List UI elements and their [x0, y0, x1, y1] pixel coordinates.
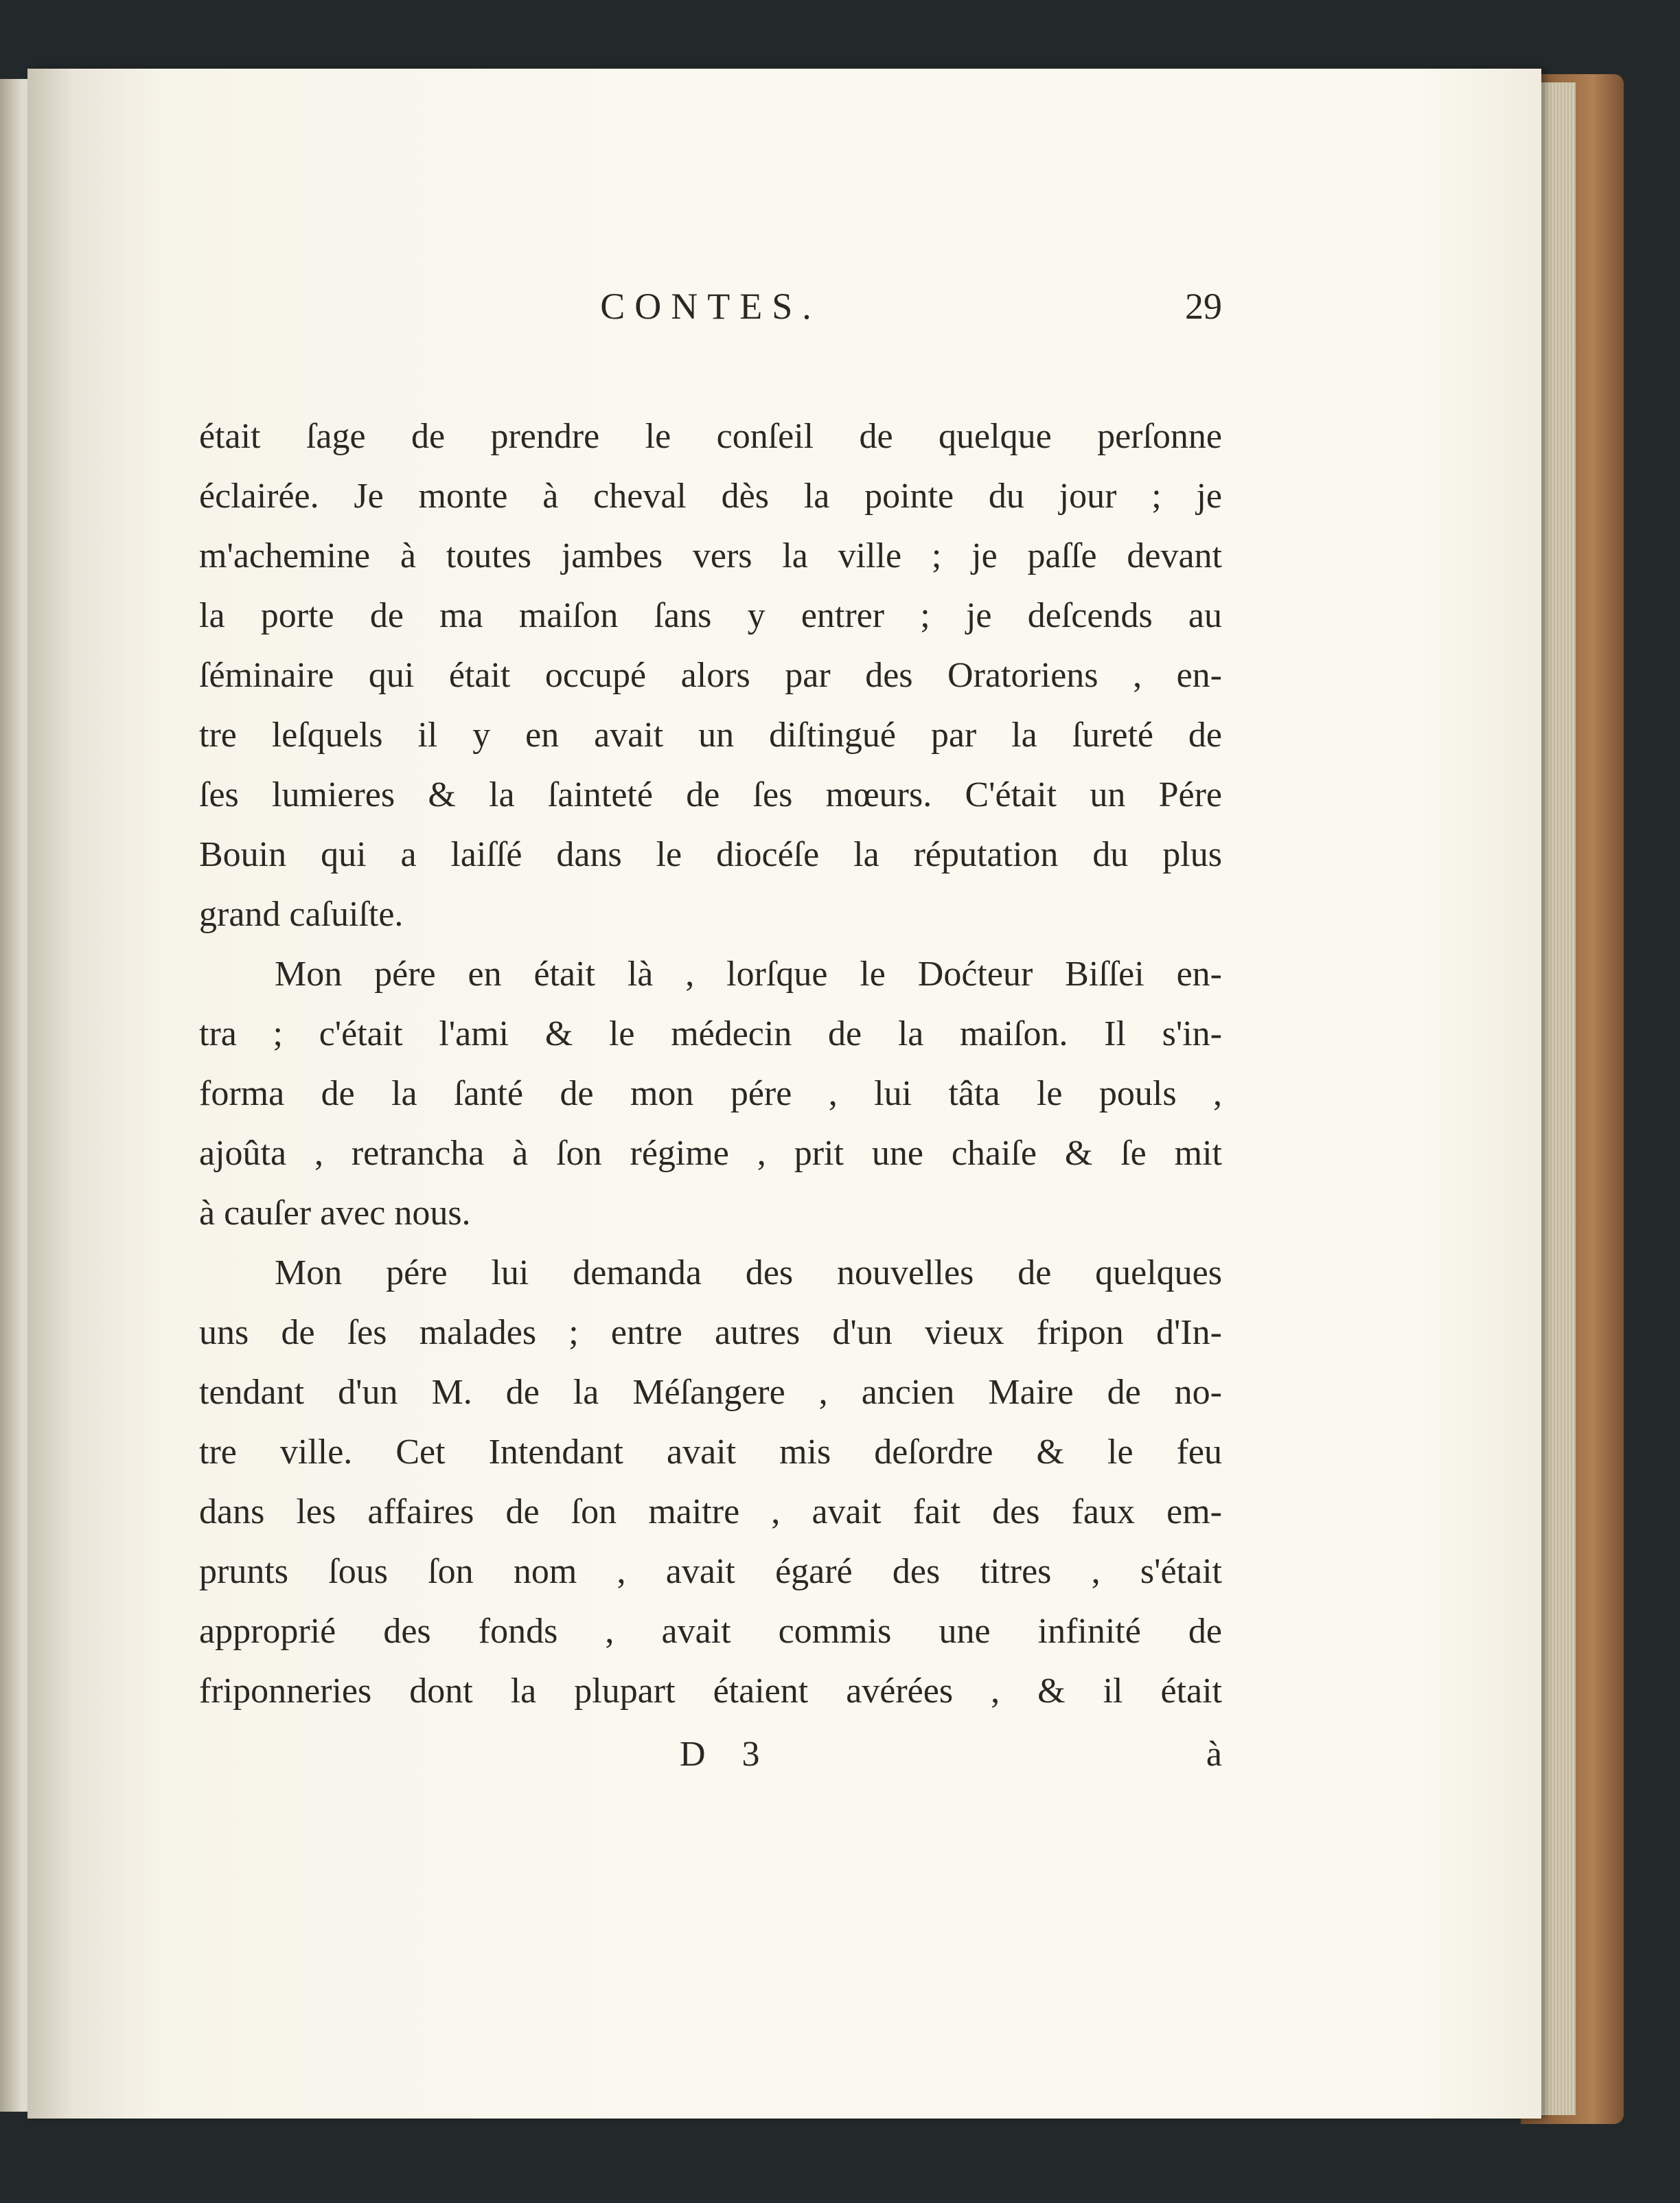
text-line: approprié des fonds , avait commis une infinité de: [199, 1612, 1222, 1651]
page-header: [199, 285, 1222, 347]
text-line: Mon pére en était là , lorſque le Doćteur Biſſei en-: [275, 955, 1222, 994]
text-line: ſéminaire qui était occupé alors par des Oratoriens , en-: [199, 656, 1222, 695]
running-title: CONTES.: [600, 286, 821, 327]
text-line: tre leſquels il y en avait un diſtingué par la ſureté de: [199, 716, 1222, 755]
text-line: uns de ſes malades ; entre autres d'un vieux fripon d'In-: [199, 1313, 1222, 1352]
body-text: [199, 407, 1222, 1721]
page-number: 29: [1185, 286, 1222, 327]
catchword: à: [1206, 1735, 1222, 1774]
text-line: ajoûta , retrancha à ſon régime , prit une chaiſe & ſe mit: [199, 1134, 1222, 1173]
paragraph-2: [199, 944, 1222, 1243]
text-line: Bouin qui a laiſſé dans le diocéſe la réputation du plus: [199, 835, 1222, 874]
text-line: était ſage de prendre le conſeil de quelque perſonne: [199, 417, 1222, 456]
text-line: tre ville. Cet Intendant avait mis deſordre & le feu: [199, 1432, 1222, 1472]
text-line: ſes lumieres & la ſainteté de ſes mœurs. C'était un Pére: [199, 775, 1222, 814]
text-line: la porte de ma maiſon ſans y entrer ; je deſcends au: [199, 596, 1222, 635]
paragraph-3: [199, 1243, 1222, 1721]
text-line: à cauſer avec nous.: [199, 1194, 471, 1233]
text-line: m'achemine à toutes jambes vers la ville ; je paſſe devant: [199, 536, 1222, 575]
page-footer: [199, 1734, 1222, 1789]
text-line: grand caſuiſte.: [199, 895, 404, 934]
text-line: prunts ſous ſon nom , avait égaré des titres , s'était: [199, 1552, 1222, 1591]
text-line: dans les affaires de ſon maitre , avait fait des faux em-: [199, 1492, 1222, 1531]
text-line: Mon pére lui demanda des nouvelles de quelques: [275, 1253, 1222, 1292]
signature-mark: D 3: [680, 1735, 774, 1774]
text-line: forma de la ſanté de mon pére , lui tâta le pouls ,: [199, 1074, 1222, 1113]
text-line: éclairée. Je monte à cheval dès la pointe du jour ; je: [199, 477, 1222, 516]
paragraph-1: [199, 407, 1222, 944]
text-line: friponneries dont la plupart étaient avérées , & il était: [199, 1671, 1222, 1711]
text-line: tendant d'un M. de la Méſangere , ancien Maire de no-: [199, 1373, 1222, 1412]
text-line: tra ; c'était l'ami & le médecin de la maiſon. Il s'in-: [199, 1014, 1222, 1053]
